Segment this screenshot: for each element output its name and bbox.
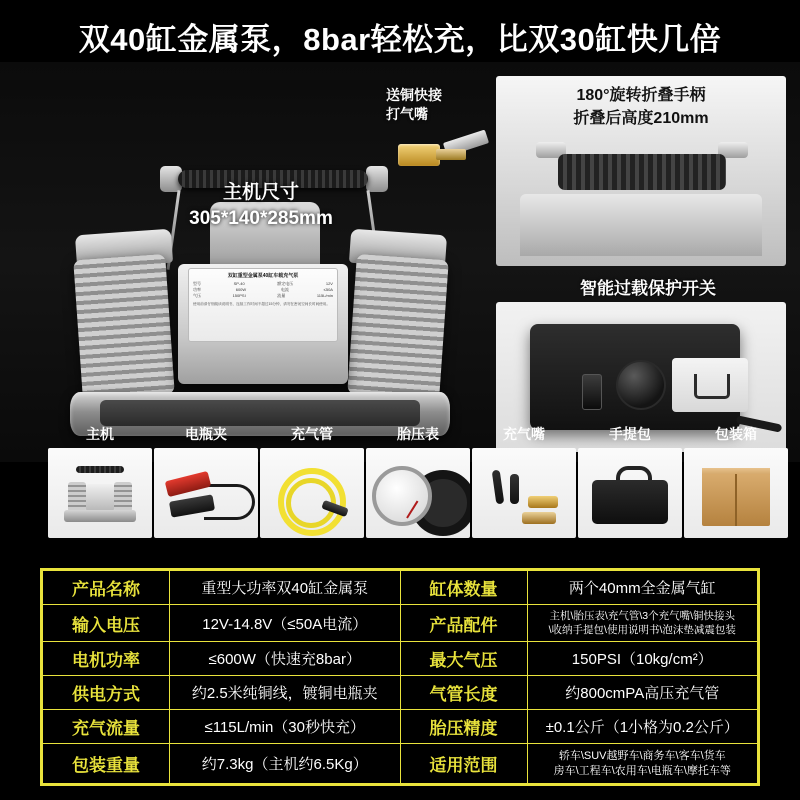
table-row (43, 744, 758, 784)
pump-body-icon (86, 484, 114, 512)
nameplate-cell: ≤50A (323, 287, 333, 292)
spec-value: 主机\胎压表\充气管\3个充气嘴\铜快接头 \收纳手提包\使用说明书\泡沫垫减震包装 (527, 604, 758, 641)
carry-bag-icon (592, 480, 668, 524)
nozzle-cone-icon (510, 474, 519, 504)
accessory-label-6: 包装箱 (715, 426, 757, 442)
accessory-image-carton (684, 448, 788, 538)
spec-key: 气管长度 (400, 676, 527, 710)
accessories-strip (0, 424, 800, 564)
brass-callout-line-1: 送铜快接 (386, 87, 442, 103)
spec-value: ≤115L/min（30秒快充） (170, 710, 401, 744)
handle-panel-line-1: 180°旋转折叠手柄 (576, 87, 706, 104)
accessory-label-2: 充气管 (291, 426, 333, 442)
brass-connector-callout (386, 86, 506, 124)
nameplate-cell: 流量 (277, 293, 286, 298)
spec-value: 重型大功率双40缸金属泵 (170, 571, 401, 605)
nameplate-cell: 12V (325, 281, 333, 286)
table-row (43, 604, 758, 641)
nozzle-icon (492, 470, 505, 505)
pump-icon (76, 466, 124, 473)
spec-value: 两个40mm全金属气缸 (527, 571, 758, 605)
spec-value: 12V-14.8V（≤50A电流） (170, 604, 401, 641)
brass-nose-shape (436, 149, 466, 160)
accessory-image-air-hose (260, 448, 364, 538)
nameplate-cell: 600W (235, 287, 247, 292)
accessory-image-pump (48, 448, 152, 538)
gauge-needle-icon (406, 501, 418, 519)
spec-key: 电机功率 (43, 642, 170, 676)
table-row (43, 571, 758, 605)
spec-value: 约7.3kg（主机约6.5Kg） (170, 744, 401, 784)
hero-section (0, 62, 800, 462)
page-title: 双40缸金属泵，8bar轻松充，比双30缸快几倍 (78, 22, 722, 57)
nameplate-row (193, 293, 333, 299)
brass-adapter-icon (522, 512, 556, 524)
table-row (43, 710, 758, 744)
brass-callout-line-2: 打气嘴 (386, 106, 428, 122)
pump-base-inner (100, 400, 420, 426)
spec-key: 包装重量 (43, 744, 170, 784)
spec-value: 约2.5米纯铜线，镀铜电瓶夹 (170, 676, 401, 710)
cylinder-left (73, 254, 175, 400)
spec-key: 充气流量 (43, 710, 170, 744)
folded-pump-body (520, 194, 762, 256)
spec-key: 供电方式 (43, 676, 170, 710)
accessory-image-nozzle (472, 448, 576, 538)
nameplate-cell: 功率 (193, 287, 201, 292)
folding-handle-panel (496, 76, 786, 266)
accessory-label-1: 电瓶夹 (185, 426, 227, 442)
table-row (43, 676, 758, 710)
folded-handle-grip (558, 154, 726, 190)
overload-reset-knob-icon (616, 360, 666, 410)
spec-value: ±0.1公斤（1小格为0.2公斤） (527, 710, 758, 744)
dimension-callout (146, 180, 376, 232)
spec-key: 适用范围 (400, 744, 527, 784)
specification-table (40, 568, 760, 786)
protection-symbol-icon (672, 358, 748, 412)
accessory-label-4: 充气嘴 (503, 426, 545, 442)
accessory-image-battery-clamp (154, 448, 258, 538)
dimension-line-1: 主机尺寸 (222, 182, 299, 203)
nameplate-cell: 额定电压 (277, 281, 294, 286)
nameplate-cell: 115L/min (316, 293, 333, 298)
tire-gauge-icon (372, 466, 432, 526)
cylinder-right (347, 254, 449, 400)
nameplate-cell: 气压 (193, 293, 201, 298)
accessory-label-5: 手提包 (609, 426, 651, 442)
spec-key: 产品配件 (400, 604, 527, 641)
accessory-image-carry-bag (578, 448, 682, 538)
pump-cylinder-left-icon (68, 482, 86, 512)
spec-value: 150PSI（10kg/cm²） (527, 642, 758, 676)
spec-key: 产品名称 (43, 571, 170, 605)
spec-key: 缸体数量 (400, 571, 527, 605)
nameplate-cell: SP-40 (233, 281, 245, 286)
spec-value: ≤600W（快速充8bar） (170, 642, 401, 676)
spec-value: 轿车\SUV越野车\商务车\客车\货车 房车\工程车\农用车\电瓶车\摩托车等 (527, 744, 758, 784)
table-row (43, 642, 758, 676)
brass-connector-icon (392, 132, 488, 176)
spec-key: 最大气压 (400, 642, 527, 676)
nameplate-cell: 电流 (280, 287, 289, 292)
spec-key: 胎压精度 (400, 710, 527, 744)
nameplate-title: 双缸重型金属泵40缸车载充气泵 (227, 273, 299, 279)
dimension-line-2: 305*140*285mm (189, 208, 333, 229)
accessory-image-tire-gauge (366, 448, 470, 538)
spec-value: 约800cmPA高压充气管 (527, 676, 758, 710)
pump-base-icon (64, 510, 136, 522)
handle-panel-line-2: 折叠后高度210mm (573, 110, 709, 127)
accessory-label-3: 胎压表 (397, 426, 439, 442)
brass-nozzle-icon (528, 496, 558, 508)
accessory-label-0: 主机 (86, 426, 114, 442)
switch-caption: 智能过载保护开关 (580, 279, 716, 298)
pump-cylinder-right-icon (114, 482, 132, 512)
carton-seam-icon (735, 474, 737, 526)
nameplate-footer: 使用前请仔细阅读说明书，连续工作时间不超过15分钟，请勿在密闭空间长时间使用。 (193, 302, 330, 306)
nameplate-cell: 型号 (193, 281, 201, 286)
spec-key: 输入电压 (43, 604, 170, 641)
switch-housing (530, 324, 740, 430)
brass-body-shape (398, 144, 440, 166)
nameplate-label (188, 268, 338, 342)
power-rocker-switch-icon (582, 374, 602, 410)
nameplate-cell: 150PSI (232, 293, 246, 298)
